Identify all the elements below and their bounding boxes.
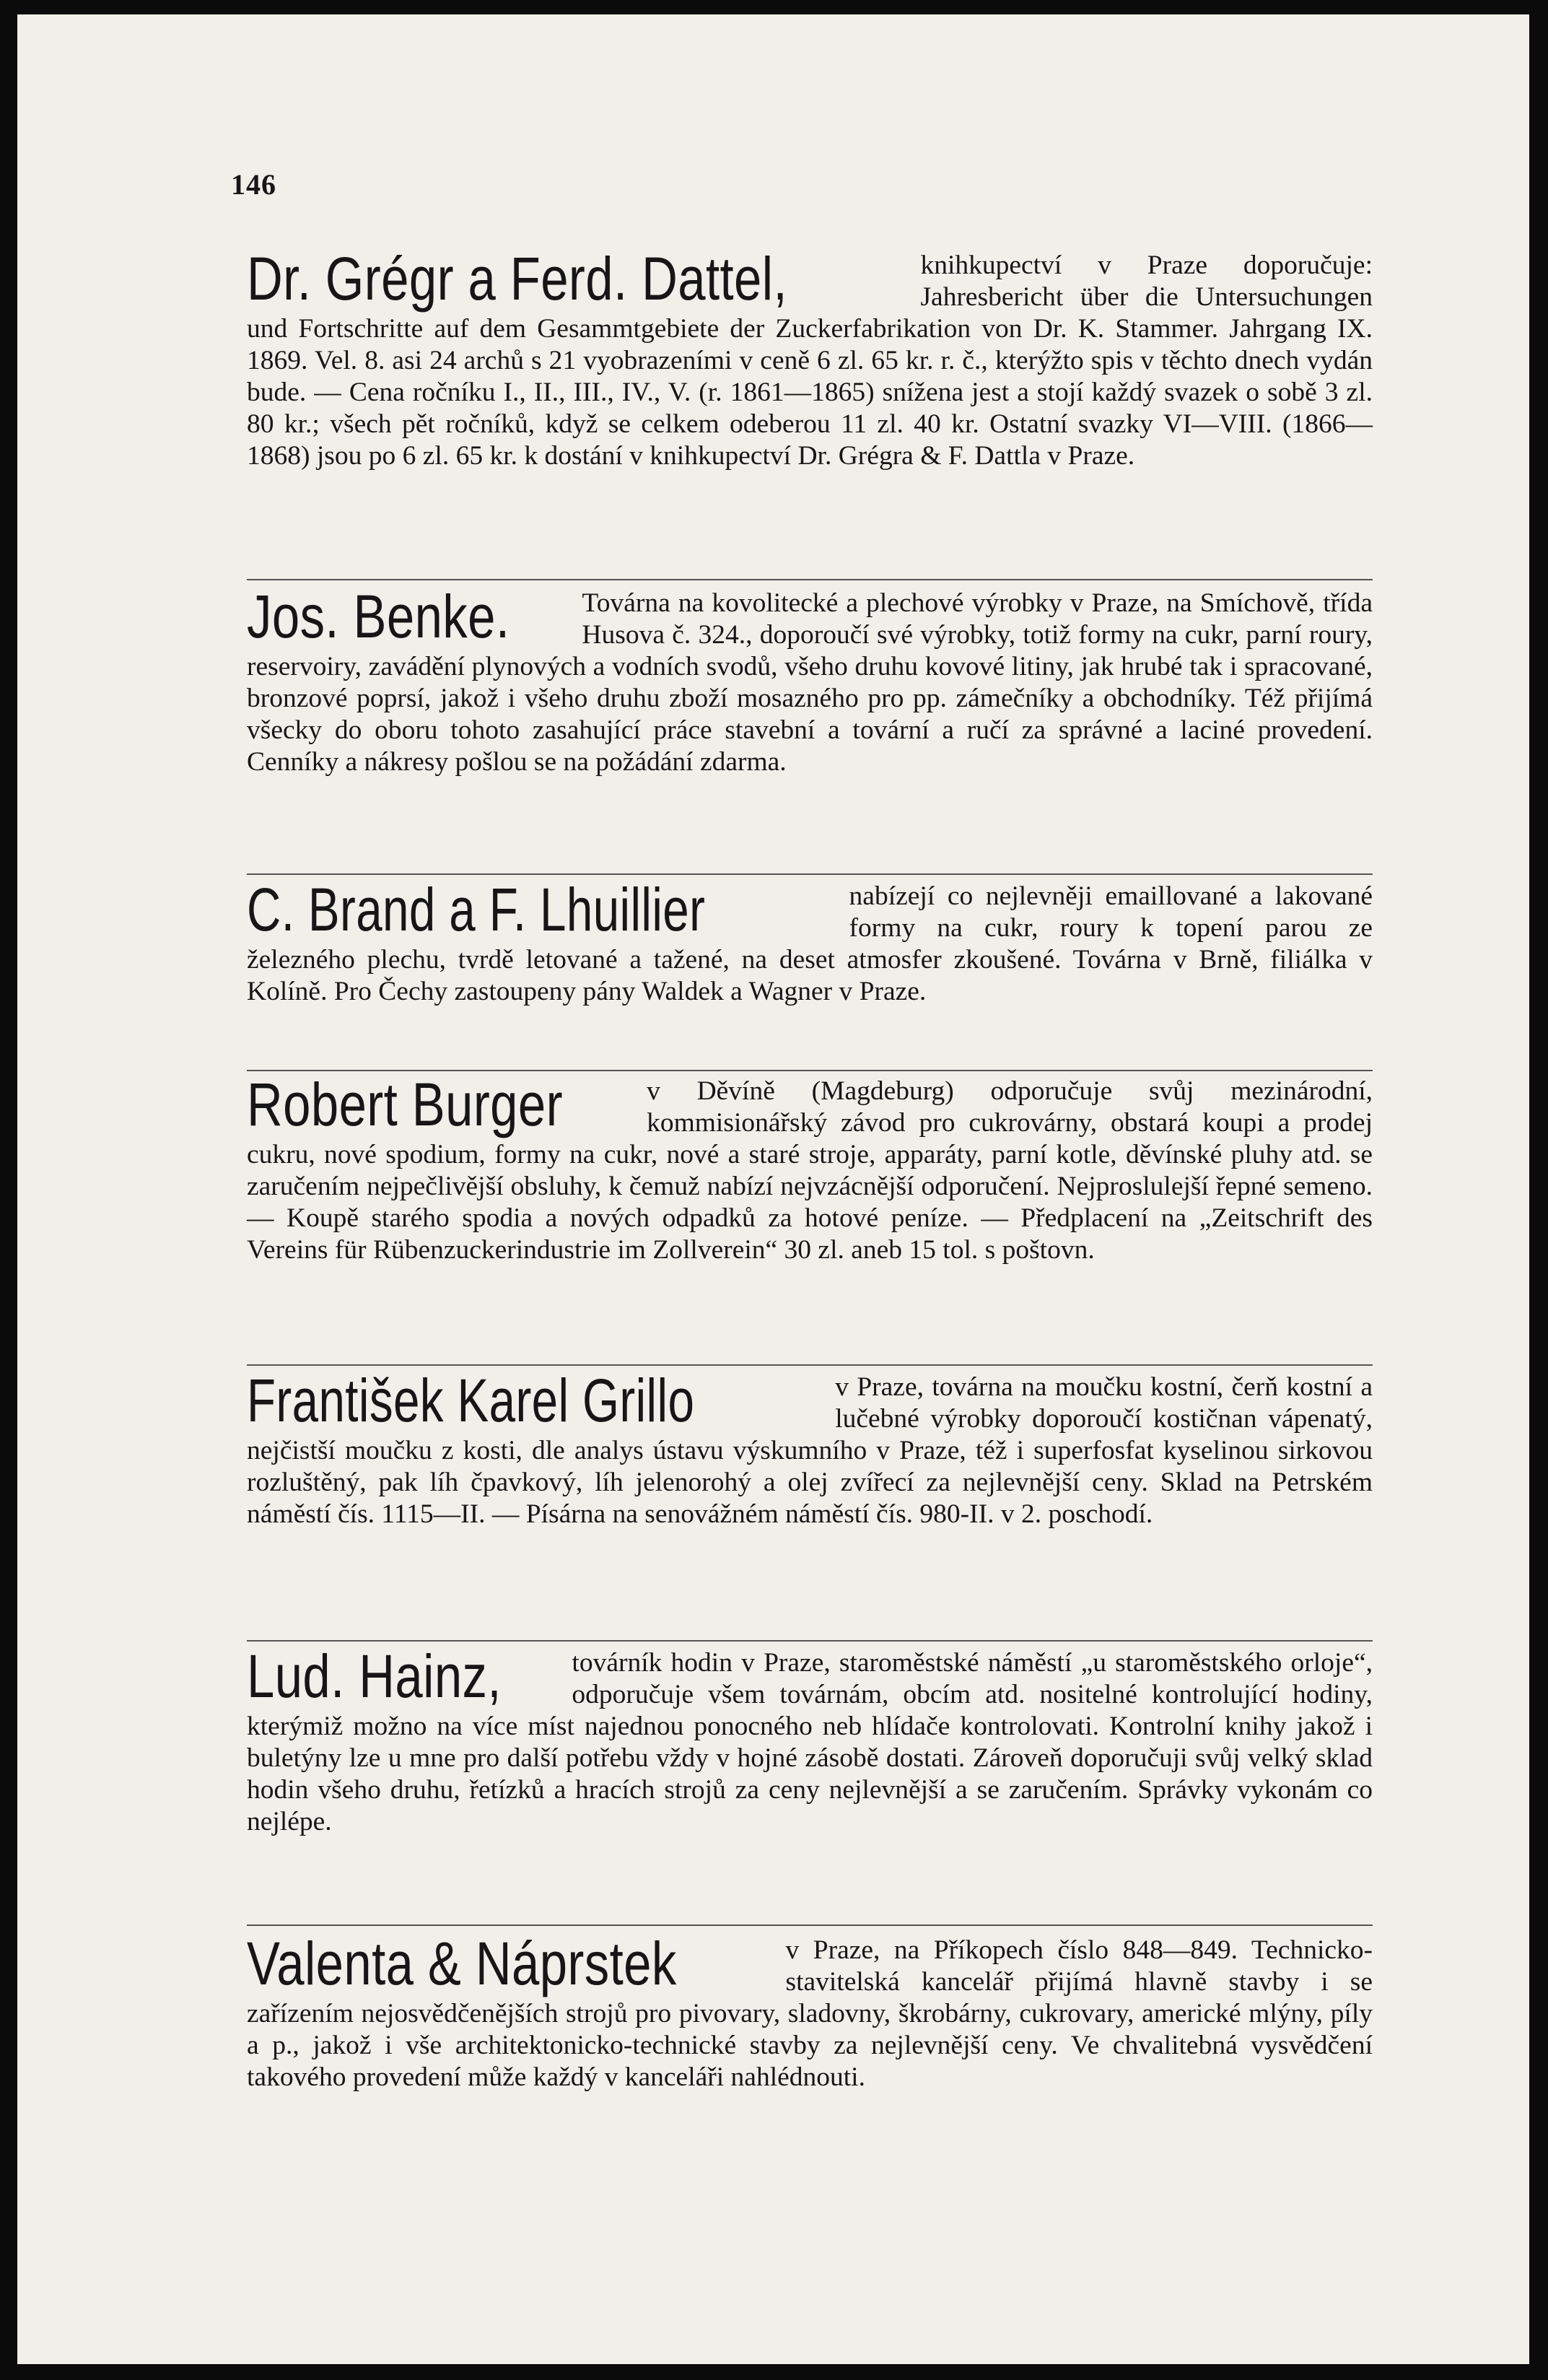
ad-text: v Praze, na Příkopech číslo 848—849. Technicko-stavitelská kancelář přijímá hlavně stavby i se zařízením nejosvědčenějších strojů pro pivovary, sladovny, škrobárny, cukrovary, americké mlýny, píly a p., jakož i vše architektonicko-technické stavby za nejlevnější ceny. Ve chvalitebná vysvědčení takového provedení může každý v kanceláři nahlédnouti. — [247, 1935, 1373, 2092]
firm-name: Lud. Hainz, — [247, 1642, 502, 1710]
divider — [247, 1364, 1373, 1366]
divider — [247, 873, 1373, 875]
ad-text: v Praze, továrna na moučku kostní, čerň kostní a lučebné výrobky doporoučí kostičnan vápenatý, nejčistší moučku z kosti, dle analys ústavu výskumního v Praze, též i superfosfat kyselinou sirkovou rozluštěný, pak líh čpavkový, líh jelenorohý a olej zvířecí za nejlevnější ceny. Sklad na Petrském náměstí čís. 1115—II. — Písárna na senovážném náměstí čís. 980-II. v 2. poschodí. — [247, 1372, 1373, 1529]
divider — [247, 1640, 1373, 1642]
advertisement-valenta-naprstek — [247, 1930, 1373, 2093]
ad-text: v Děvíně (Magdeburg) odporučuje svůj mezinárodní, kommisionářský závod pro cukrovárny, obstará koupi a prodej cukru, nové spodium, formy na cukr, nové a staré stroje, apparáty, parní kotle, děvínské pluhy atd. se zaručením nejpečlivější obsluhy, k čemuž nabízí nejvzácnější odporučení. Nejproslulejší řepné semeno. — Koupě starého spodia a nových odpadků za hotové peníze. — Předplacení na „Zeitschrift des Vereins für Rübenzuckerindustrie im Zollverein“ 30 zl. aneb 15 tol. s poštovn. — [247, 1076, 1373, 1265]
ad-text: nabízejí co nejlevněji emaillované a lakované formy na cukr, roury k topení parou ze železného plechu, tvrdě letované a tažené, na deset atmosfer zkoušené. Továrna v Brně, filiálka v Kolíně. Pro Čechy zastoupeny pány Waldek a Wagner v Praze. — [247, 881, 1373, 1006]
advertisement-grillo — [247, 1366, 1373, 1530]
ad-text: knihkupectví v Praze doporučuje: Jahresbericht über die Untersuchungen und Fortschritte auf dem Gesammtgebiete der Zuckerfabrikation von Dr. K. Stammer. Jahrgang IX. 1869. Vel. 8. asi 24 archů s 21 vyobrazeními v ceně 6 zl. 65 kr. r. č., kterýžto spis v těchto dnech vydán bude. — Cena ročníku I., II., III., IV., V. (r. 1861—1865) snížena jest a stojí každý svazek o sobě 3 zl. 80 kr.; všech pět ročníků, když se celkem odeberou 11 zl. 40 kr. Ostatní svazky VI—VIII. (1866—1868) jsou po 6 zl. 65 kr. k dostání v knihkupectví Dr. Grégra & F. Dattla v Praze. — [247, 250, 1373, 471]
ad-text: Továrna na kovolitecké a plechové výrobky v Praze, na Smíchově, třída Husova č. 324., doporoučí své výrobky, totiž formy na cukr, parní roury, reservoiry, zavádění plynových a vodních svodů, všeho druhu kovové litiny, jak hrubé tak i spracované, bronzové poprsí, jakož i všeho druhu zboží mosazného pro pp. zámečníky a obchodníky. Též přijímá všecky do oboru tohoto zasahující práce stavební a tovární a ručí za správné a laciné provedení. Cenníky a nákresy pošlou se na požádání zdarma. — [247, 588, 1373, 777]
divider — [247, 579, 1373, 580]
firm-name: Valenta & Náprstek — [247, 1930, 677, 1997]
advertisement-benke — [247, 583, 1373, 778]
advertisement-brand-lhuillier — [247, 876, 1373, 1008]
advertisement-gregr-dattel — [247, 245, 1373, 472]
document-page — [17, 14, 1529, 2364]
advertisement-burger — [247, 1071, 1373, 1266]
advertisement-hainz — [247, 1642, 1373, 1838]
firm-name: Dr. Grégr a Ferd. Dattel, — [247, 245, 788, 313]
ad-text: továrník hodin v Praze, staroměstské náměstí „u staroměstského orloje“, odporučuje všem továrnám, obcím atd. nositelné kontrolující hodiny, kterýmiž možno na více míst najednou ponocného neb hlídače kontrolovati. Kontrolní knihy jakož i buletýny lze u mne pro další potřebu vždy v hojné zásobě dostati. Zároveň doporučuji svůj velký sklad hodin všeho druhu, řetízků a hracích strojů za ceny nejlevnější a se zaručením. Správky vykonám co nejlépe. — [247, 1648, 1373, 1836]
firm-name: Robert Burger — [247, 1071, 563, 1138]
divider — [247, 1925, 1373, 1926]
firm-name: C. Brand a F. Lhuillier — [247, 876, 706, 943]
firm-name: František Karel Grillo — [247, 1366, 695, 1434]
page-number: 146 — [231, 168, 276, 201]
firm-name: Jos. Benke. — [247, 583, 510, 650]
